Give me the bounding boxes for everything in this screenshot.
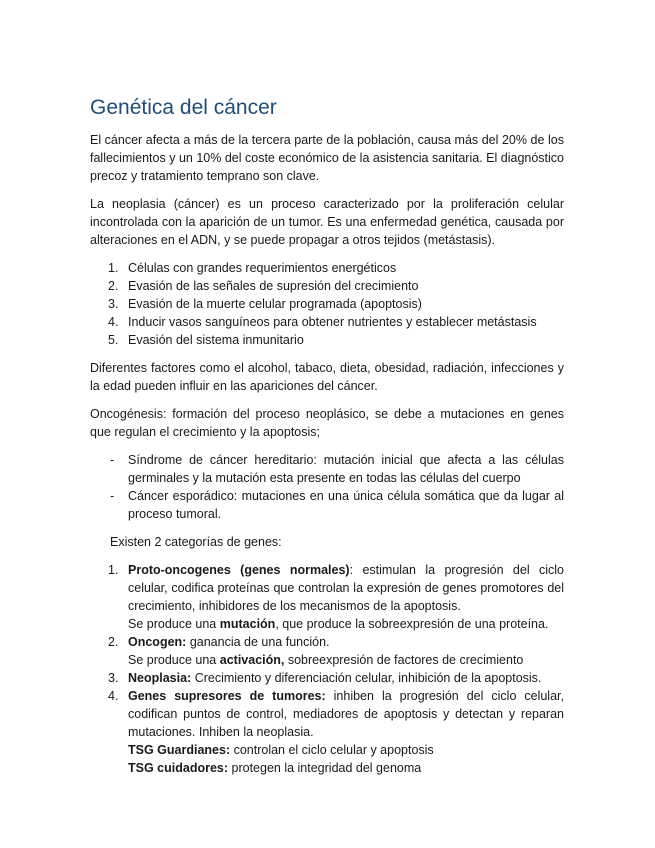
list-item: 4. Inducir vasos sanguíneos para obtener nutrientes y establecer metástasis xyxy=(108,315,537,329)
list-item-tumor-suppressors: 4. Genes supresores de tumores: inhiben la progresión del ciclo celular, codifican puntos de control, mediadores de apoptosis y detectan y reparan mutaciones. Inhiben la neoplasia. TSG Guardianes: controlan el ciclo celular y apoptosis TSG cuidadores: protegen la integridad del genoma xyxy=(108,689,564,775)
gene-categories-list xyxy=(90,561,564,777)
categories-intro: Existen 2 categorías de genes: xyxy=(110,535,282,549)
neoplasia-paragraph: La neoplasia (cáncer) es un proceso caracterizado por la proliferación celular incontrolada con la aparición de un tumor. Es una enfermedad genética, causada por alteraciones en el ADN, y se puede propagar a otros tejidos (metástasis). xyxy=(90,197,564,247)
list-item-oncogen: 2. Oncogen: ganancia de una función. Se produce una activación, sobreexpresión de factores de crecimiento xyxy=(108,635,524,667)
list-item-neoplasia: 3. Neoplasia: Crecimiento y diferenciación celular, inhibición de la apoptosis. xyxy=(108,671,542,685)
intro-paragraph: El cáncer afecta a más de la tercera parte de la población, causa más del 20% de los fallecimientos y un 10% del coste económico de la asistencia sanitaria. El diagnóstico precoz y tratamiento temprano son clave. xyxy=(90,133,564,183)
document-content xyxy=(90,95,564,787)
factors-paragraph: Diferentes factores como el alcohol, tabaco, dieta, obesidad, radiación, infecciones y la edad pueden influir en las apariciones del cáncer. xyxy=(90,361,564,393)
list-item: - Cáncer esporádico: mutaciones en una única célula somática que da lugar al proceso tumoral. xyxy=(110,489,564,521)
oncogenesis-paragraph: Oncogénesis: formación del proceso neoplásico, se debe a mutaciones en genes que regulan el crecimiento y la apoptosis; xyxy=(90,407,564,439)
page-title: Genética del cáncer xyxy=(90,96,277,119)
list-item: - Síndrome de cáncer hereditario: mutación inicial que afecta a las células germinales y la mutación esta presente en todas las células del cuerpo xyxy=(110,453,564,485)
cancer-types-list xyxy=(90,451,564,523)
list-item: 5. Evasión del sistema inmunitario xyxy=(108,333,304,347)
list-item: 3. Evasión de la muerte celular programada (apoptosis) xyxy=(108,297,422,311)
hallmarks-list xyxy=(90,259,564,349)
list-item: 2. Evasión de las señales de supresión del crecimiento xyxy=(108,279,419,293)
list-item-proto-oncogenes: 1. Proto-oncogenes (genes normales): estimulan la progresión del ciclo celular, codifica proteínas que controlan la expresión de genes promotores del crecimiento, inhibidores de los mecanismos de la apoptosis. Se produce una mutación, que produce la sobreexpresión de una proteína. xyxy=(108,563,564,631)
list-item: 1. Células con grandes requerimientos energéticos xyxy=(108,261,397,275)
